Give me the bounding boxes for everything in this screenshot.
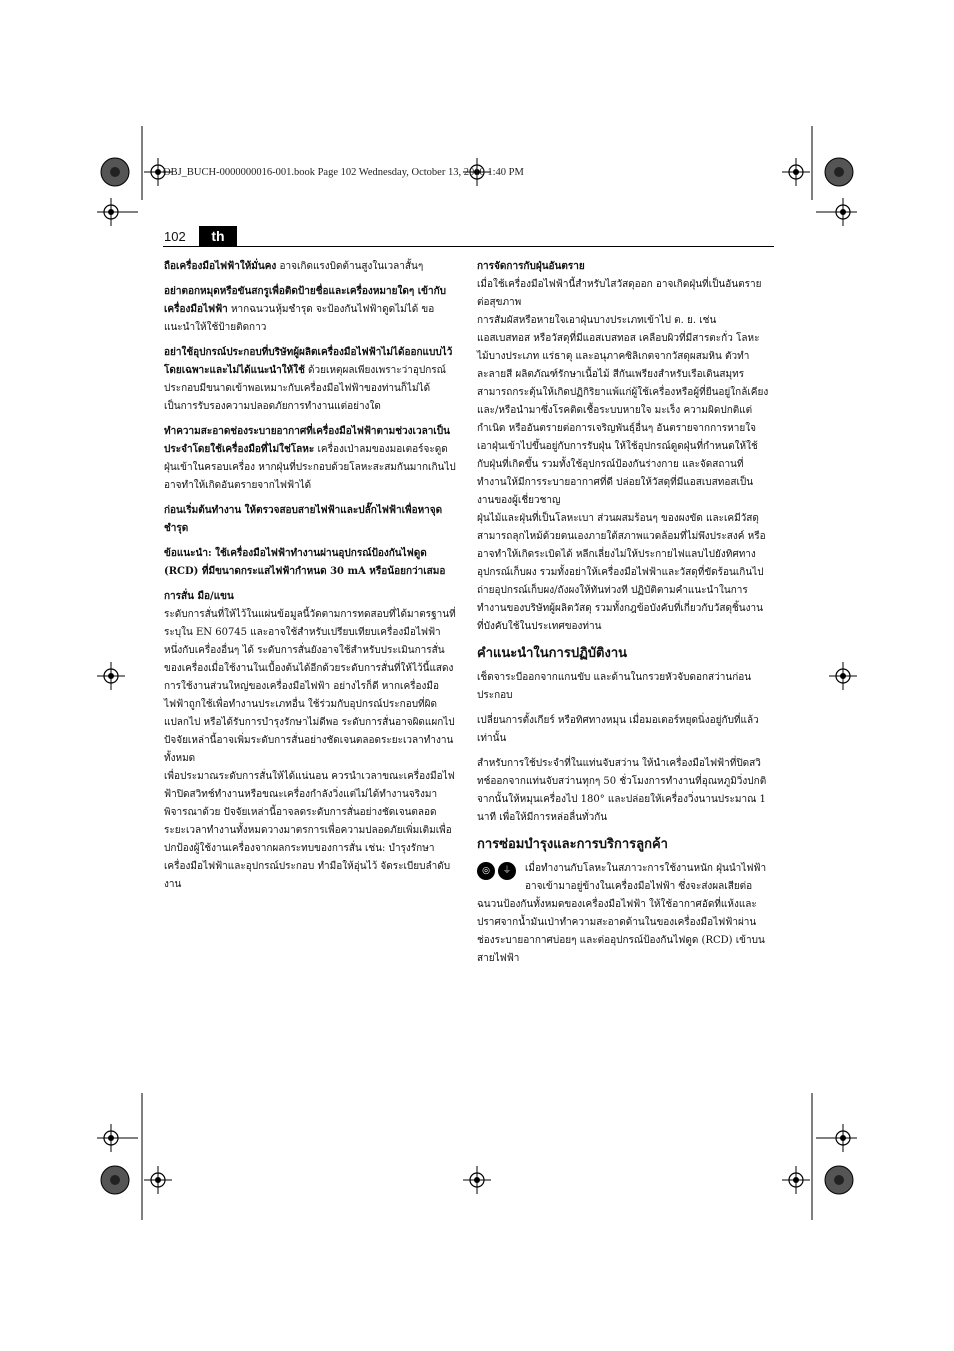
left-paragraph: [164, 588, 456, 606]
language-tab: th: [199, 226, 237, 246]
bottom-left-marks: [97, 1093, 172, 1220]
left-paragraph: [164, 344, 456, 416]
left-paragraph: [164, 283, 456, 337]
page-number: 102: [164, 229, 186, 244]
left-paragraph: [164, 545, 456, 581]
dust-paragraph: การสัมผัสหรือหายใจเอาฝุ่นบางประเภทเข้าไป ต. ย. เช่น แอสเบสทอส หรือวัสดุที่มีแอสเบสทอส เคลือบผิวที่มีสารตะกั่ว โลหะ ไม้บางประเภท แร่ธาตุ และอนุภาคซิลิเกตจากวัสดุผสมหิน ตัวทำละลายสี ผลิตภัณฑ์รักษาเนื้อไม้ สีกันเพรียงสำหรับเรือเดินสมุทร สามารถกระตุ้นให้เกิดปฏิกิริยาแพ้แก่ผู้ใช้เครื่องหรือผู้ที่ยืนอยู่ใกล้เคียง และ/หรือนำมาซึ่งโรคติดเชื้อระบบหายใจ มะเร็ง ความผิดปกติแต่กำเนิด หรืออันตรายต่อการเจริญพันธุ์อื่นๆ อันตรายจากการหายใจเอาฝุ่นเข้าไปขึ้นอยู่กับการรับฝุ่น ให้ใช้อุปกรณ์ดูดฝุ่นที่กำหนดให้ใช้กับฝุ่นที่เกิดขึ้น รวมทั้งใช้อุปกรณ์ป้องกันร่างกาย และจัดสถานที่ทำงานให้มีการระบายอากาศที่ดี ปล่อยให้วัสดุที่มีแอสเบสทอสเป็นงานของผู้เชี่ยวชาญ: [477, 315, 769, 506]
body-text: เครื่องเป่าลมของมอเตอร์จะดูดฝุ่นเข้าในครอบเครื่อง หากฝุ่นที่ประกอบด้วยโลหะสะสมกันมากเกินไป อาจทำให้เกิดอันตรายจากไฟฟ้าได้: [164, 444, 456, 491]
bottom-right-marks: [782, 1093, 857, 1220]
rcd-plug-icon: ⏚: [498, 862, 516, 880]
dust-heading: การจัดการกับฝุ่นอันตราย: [477, 261, 585, 272]
bold-lead: ทำความสะอาดช่องระบายอากาศที่เครื่องมือไฟฟ้าตามช่วงเวลาเป็นประจำโดยใช้เครื่องมือที่ไม่ใช่โลหะ: [164, 426, 450, 455]
left-paragraph: [164, 258, 456, 276]
maintenance-block: [477, 860, 769, 968]
header-rule: [163, 246, 774, 247]
top-right-marks: [782, 126, 857, 226]
body-text: ด้วยเหตุผลเพียงเพราะว่าอุปกรณ์ประกอบมีขนาดเข้าพอเหมาะกับเครื่องมือไฟฟ้าของท่านก็ไม่ได้เป็นการรับรองความปลอดภัยการทำงานแต่อย่างใด: [164, 365, 446, 412]
body-text: หากฉนวนหุ้มชำรุด จะป้องกันไฟฟ้าดูดไม่ได้ ขอแนะนำให้ใช้ป้ายติดกาว: [164, 304, 435, 333]
left-paragraph: [164, 606, 456, 768]
maintenance-heading: การซ่อมบำรุงและการบริการลูกค้า: [477, 837, 668, 852]
body-text: เพื่อประมาณระดับการสั่นให้ได้แน่นอน ควรนำเวลาขณะเครื่องมือไฟฟ้าปิดสวิทช์ทำงานหรือขณะเครื่องกำลังวิ่งแต่ไม่ได้ทำงานจริงมาพิจารณาด้วย ปัจจัยเหล่านี้อาจลดระดับการสั่นอย่างชัดเจนตลอดระยะเวลาทำงานทั้งหมดวางมาตรการเพื่อความปลอดภัยเพิ่มเติมเพื่อปกป้องผู้ใช้งานเครื่องจากผลกระทบของการสั่น เช่น: บำรุงรักษาเครื่องมือไฟฟ้าและอุปกรณ์ประกอบ ทำมือให้อุ่นไว้ จัดระเบียบลำดับงาน: [164, 771, 455, 890]
operation-paragraph: เปลี่ยนการตั้งเกียร์ หรือทิศทางหมุน เมื่อมอเตอร์หยุดนิ่งอยู่กับที่แล้วเท่านั้น: [477, 715, 759, 744]
right-column: [477, 258, 769, 968]
left-paragraph: [164, 423, 456, 495]
operation-paragraph: เช็ดจาระบีออกจากแกนขับ และด้านในกรวยหัวจับดอกสว่านก่อนประกอบ: [477, 672, 752, 701]
body-text: ระดับการสั่นที่ให้ไว้ในแผ่นข้อมูลนี้วัดตามการทดสอบที่ได้มาตรฐานที่ระบุใน EN 60745 และอาจใช้สำหรับเปรียบเทียบเครื่องมือไฟฟ้าหนึ่งกับเครื่องอื่นๆ ได้ ระดับการสั่นยังอาจใช้สำหรับประเมินการสั่นของเครื่องเมื่อใช้งานในเบื้องต้นได้อีกด้วยระดับการสั่นที่ให้ไว้นี้แสดงการใช้งานส่วนใหญ่ของเครื่องมือไฟฟ้า อย่างไรก็ดี หากเครื่องมือไฟฟ้าถูกใช้เพื่อทำงานประเภทอื่น ใช้ร่วมกับอุปกรณ์ประกอบที่ผิดแปลกไป หรือได้รับการบำรุงรักษาไม่ดีพอ ระดับการสั่นอาจผิดแผกไป ปัจจัยเหล่านี้อาจเพิ่มระดับการสั่นอย่างชัดเจนตลอดระยะเวลาทำงานทั้งหมด: [164, 609, 456, 764]
body-text: อาจเกิดแรงบิดต้านสูงในเวลาสั้นๆ: [276, 261, 424, 272]
top-left-marks: [97, 126, 172, 226]
safety-icons: [477, 862, 519, 887]
left-column: [164, 258, 456, 901]
bold-lead: ข้อแนะนำ: ใช้เครื่องมือไฟฟ้าทำงานผ่านอุปกรณ์ป้องกันไฟดูด (RCD) ที่มีขนาดกระแสไฟฟ้ากำหนด 30 mA หรือน้อยกว่าเสมอ: [164, 548, 446, 577]
left-paragraph: [164, 768, 456, 894]
operation-heading: คำแนะนำในการปฏิบัติงาน: [477, 646, 628, 661]
bold-lead: การสั่น มือ/แขน: [164, 591, 234, 602]
bold-lead: ก่อนเริ่มต้นทำงาน ให้ตรวจสอบสายไฟฟ้าและปลั๊กไฟฟ้าเพื่อหาจุดชำรุด: [164, 505, 443, 534]
bold-lead: อย่าใช้อุปกรณ์ประกอบที่บริษัทผู้ผลิตเครื่องมือไฟฟ้าไม่ได้ออกแบบไว้โดยเฉพาะและไม่ได้แนะนำให้ใช้: [164, 347, 453, 376]
goggles-icon: ◎: [477, 862, 495, 880]
bold-lead: ถือเครื่องมือไฟฟ้าให้มั่นคง: [164, 261, 277, 272]
maintenance-paragraph: เมื่อทำงานกับโลหะในสภาวะการใช้งานหนัก ฝุ่นนำไฟฟ้าอาจเข้ามาอยู่ข้างในเครื่องมือไฟฟ้า ซึ่งจะส่งผลเสียต่อฉนวนป้องกันทั้งหมดของเครื่องมือไฟฟ้า ให้ใช้อากาศอัดที่แห้งและปราศจากน้ำมันเป่าทำความสะอาดด้านในของเครื่องมือไฟฟ้าผ่านช่องระบายอากาศบ่อยๆ และต่ออุปกรณ์ป้องกันไฟดูด (RCD) เข้าบนสายไฟฟ้า: [477, 863, 767, 964]
print-slug-line: OBJ_BUCH-0000000016-001.book Page 102 Wednesday, October 13, 2010 1:40 PM: [163, 167, 524, 178]
dust-paragraph: ฝุ่นไม้และฝุ่นที่เป็นโลหะเบา ส่วนผสมร้อนๆ ของผงขัด และเคมีวัสดุ สามารถลุกไหม้ด้วยตนเองภายใต้สภาพแวดล้อมที่ไม่พึงประสงค์ หรืออาจทำให้เกิดระเบิดได้ หลีกเลี่ยงไม่ให้ประกายไฟแลบไปยังทิศทางอุปกรณ์เก็บผง รวมทั้งอย่าให้เครื่องมือไฟฟ้าและวัสดุที่ขัดร้อนเกินไป ถ่ายอุปกรณ์เก็บผง/ถังผงให้ทันท่วงที ปฏิบัติตามคำแนะนำในการทำงานของบริษัทผู้ผลิตวัสดุ รวมทั้งกฎข้อบังคับที่เกี่ยวกับวัสดุชิ้นงาน ที่บังคับใช้ในประเทศของท่าน: [477, 513, 766, 632]
left-paragraph: [164, 502, 456, 538]
operation-paragraph: สำหรับการใช้ประจำที่ในแท่นจับสว่าน ให้นำเครื่องมือไฟฟ้าที่ปิดสวิทช์ออกจากแท่นจับสว่านทุกๆ 50 ชั่วโมงการทำงานที่อุณหภูมิวิ่งปกติ จากนั้นให้หมุนเครื่องไป 180° และปล่อยให้เครื่องวิ่งนานประมาณ 1 นาที เพื่อให้มีการหล่อลื่นทั่วกัน: [477, 758, 767, 823]
bold-lead: อย่าตอกหมุดหรือขันสกรูเพื่อติดป้ายชื่อและเครื่องหมายใดๆ เข้ากับเครื่องมือไฟฟ้า: [164, 286, 446, 315]
dust-paragraph: เมื่อใช้เครื่องมือไฟฟ้านี้สำหรับไสวัสดุออก อาจเกิดฝุ่นที่เป็นอันตรายต่อสุขภาพ: [477, 279, 762, 308]
bottom-center-mark: [463, 1166, 491, 1194]
